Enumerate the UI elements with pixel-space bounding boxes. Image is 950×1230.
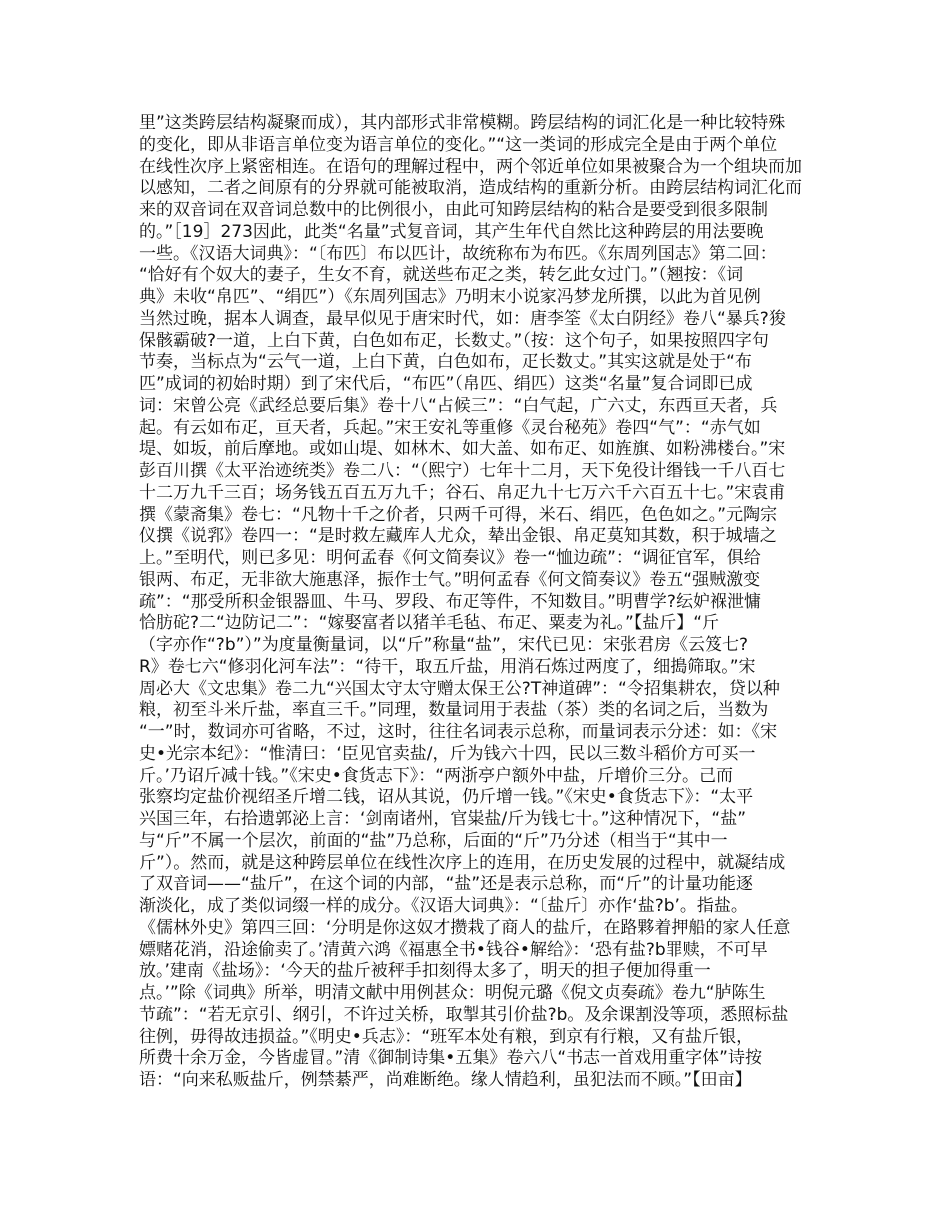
text-line-10: 当然过晚，据本人调查，最早似见于唐宋时代，如：唐李筌《太白阴经》卷八“暴兵?狻: [139, 308, 786, 329]
text-line-29: “一”时，数词亦可省略，不过，这时，往往名词表示总称，而量词表示分述：如：《宋: [139, 722, 778, 742]
text-line-32: 张察均定盐价视绍圣斤增二钱，诏从其说，仍斤增一钱。”《宋史•食货志下》：“太平: [139, 787, 754, 808]
text-line-9: 典》未收“帛匹”、“绢匹”）《东周列国志》乃明末小说家冯梦龙所撰，以此为首见例: [139, 287, 761, 307]
text-line-7: 一些。《汉语大词典》：“〔布匹〕布以匹计，故统称布为布匹。《东周列国志》第二回：: [139, 243, 777, 264]
text-line-28: 粮，初至斗米斤盐，率直三千。”同理，数量词用于表盐（茶）类的名词之后，当数为: [139, 700, 769, 721]
text-line-37: 渐淡化，成了类似词缀一样的成分。《汉语大词典》：“〔盐斤〕亦作‘盐?b’。指盐。: [139, 896, 748, 916]
text-line-26: R》卷七六“修羽化河车法”：“待干，取五斤盐，用消石炼过两度了，细搗筛取。”宋: [139, 656, 756, 677]
text-line-6: 的。”［19］273因此，此类“名量”式复音词，其产生年代自然比这种跨层的用法要晚: [139, 221, 764, 242]
text-line-16: 堤、如坂，前后摩地。或如山堤、如林木、如大盖、如布疋、如旌旗、如粉沸楼台。”宋: [139, 439, 786, 460]
text-line-33: 兴国三年，右拾遗郭泌上言：‘剑南诸州，官粜盐/斤为钱七十。”这种情况下，“盐”: [139, 809, 747, 829]
text-line-36: 了双音词——“盐斤”，在这个词的内部，“盐”还是表示总称，而“斤”的计量功能逐: [139, 874, 753, 895]
text-line-5: 来的双音词在双音词总数中的比例很小，由此可知跨层结构的粘合是要受到很多限制: [139, 200, 768, 220]
text-line-15: 起。有云如布疋，亘天者，兵起。”宋王安礼等重修《灵台秘苑》卷四“气”：“赤气如: [139, 417, 761, 438]
text-line-34: 与“斤”不属一个层次，前面的“盐”乃总称，后面的“斤”乃分述（相当于“其中一: [139, 830, 728, 851]
text-line-44: 所费十余万金，今皆虚冒。”清《御制诗集•五集》卷六八“书志一首戏用重字体”诗按: [139, 1048, 762, 1069]
text-line-11: 保骸霸破?一道，上白下黄，白色如布疋，长数丈。”（按：这个句子，如果按照四字句: [139, 330, 769, 351]
text-line-13: 匹”成词的初始时期）到了宋代后，“布匹”（帛匹、绢匹）这类“名量”复合词即已成: [139, 374, 753, 394]
text-line-38: 《儒林外史》第四三回：‘分明是你这奴才攒栽了商人的盐斤，在路夥着押船的家人任意: [139, 917, 791, 938]
text-line-8: “恰好有个奴大的妻子，生女不育，就送些布疋之类，转乞此女过门。”（翘按：《词: [139, 265, 744, 286]
text-line-18: 十二万九千三百；场务钱五百五万九千；谷石、帛疋九十七万六千六百五十七。”宋袁甫: [139, 482, 786, 503]
text-line-1: 里”这类跨层结构凝聚而成），其内部形式非常模糊。跨层结构的词汇化是一种比较特殊: [139, 113, 786, 133]
text-line-2: 的变化，即从非语言单位变为语言单位的变化。”“这一类词的形成完全是由于两个单位: [139, 134, 778, 155]
text-line-45: 语：“向来私贩盐斤，例禁綦严，尚难断绝。缘人情趋利，虽犯法而不顾。”【田亩】: [139, 1070, 752, 1090]
text-line-14: 词：宋曾公亮《武经总要后集》卷十八“占候三”：“白气起，广六丈，东西亘天者，兵: [139, 395, 778, 416]
text-line-31: 斤。’乃诏斤减十钱。”《宋史•食货志下》：“两浙亭户额外中盐，斤增价三分。己而: [139, 765, 734, 786]
body-text: [139, 113, 819, 1092]
text-line-30: 史•光宗本纪》：“惟清曰：‘臣见官卖盐/，斤为钱六十四，民以三数斗稻价方可买一: [139, 743, 756, 764]
text-line-42: 节疏”：“若无京引、纲引，不许过关桥，取掣其引价盐?b。及余课割没等项，悉照标盐: [139, 1004, 789, 1025]
text-line-40: 放。’建南《盐场》：‘今天的盐斤被秤手扣刻得太多了，明天的担子便加得重一: [139, 961, 711, 982]
text-line-12: 节奏，当标点为“云气一道，上白下黄，白色如布，疋长数丈。”其实这就是处于“布: [139, 352, 752, 373]
text-line-23: 疏”：“那受所积金银器皿、牛马、罗段、布疋等件，不知数目。”明曹学?纭妒褓泄慵: [139, 591, 761, 612]
text-line-24: 恰肪砣?二“边防记二”：“嫁娶富者以猪羊毛毡、布疋、粟麦为礼。”【盐斤】“斤: [139, 613, 720, 634]
text-line-21: 上。”至明代，则已多见：明何孟春《何文简奏议》卷一“恤边疏”：“调征官军，俱给: [139, 548, 761, 568]
text-line-39: 嫖赌花消，沿途偷卖了。’清黄六鸿《福惠全书•钱谷•解给》：‘恐有盐?b罪赎，不可早: [139, 939, 768, 960]
text-line-22: 银两、布疋，无非欲大施惠泽，振作士气。”明何孟春《何文简奏议》卷五“强贼激变: [139, 569, 761, 590]
text-line-27: 周必大《文忠集》卷二九“兴国太守太守赠太保王公?T神道碑”：“令招集耕农，贷以种: [139, 678, 780, 699]
text-line-41: 点。’”除《词典》所举，明清文献中用例甚众：明倪元璐《倪文贞奏疏》卷九“胪陈生: [139, 983, 766, 1003]
text-line-4: 以感知，二者之间原有的分界就可能被取消，造成结构的重新分析。由跨层结构词汇化而: [139, 178, 802, 199]
text-line-43: 往例，毋得故违损益。”《明史•兵志》：“班军本处有粮，到京有行粮，又有盐斤银，: [139, 1026, 754, 1047]
text-line-20: 仪撰《说郛》卷四一：“是时救左藏库人尤众，辇出金银、帛疋莫知其数，积于城墙之: [139, 526, 777, 547]
text-line-17: 彭百川撰《太平治迹统类》卷二八：“（熙宁）七年十二月，天下免役计缗钱一千八百七: [139, 461, 786, 481]
text-line-3: 在线性次序上紧密相连。在语句的理解过程中，两个邻近单位如果被聚合为一个组块而加: [139, 156, 802, 177]
text-line-25: （字亦作“?b”）”为度量衡量词，以“斤”称量“盐”，宋代已见：宋张君房《云笈七?: [139, 635, 748, 655]
text-line-19: 撰《蒙斋集》卷七：“凡物十千之价者，只两千可得，米石、绢匹，色色如之。”元陶宗: [139, 504, 778, 525]
text-line-35: 斤”）。然而，就是这种跨层单位在线性次序上的连用，在历史发展的过程中，就凝结成: [139, 852, 786, 873]
